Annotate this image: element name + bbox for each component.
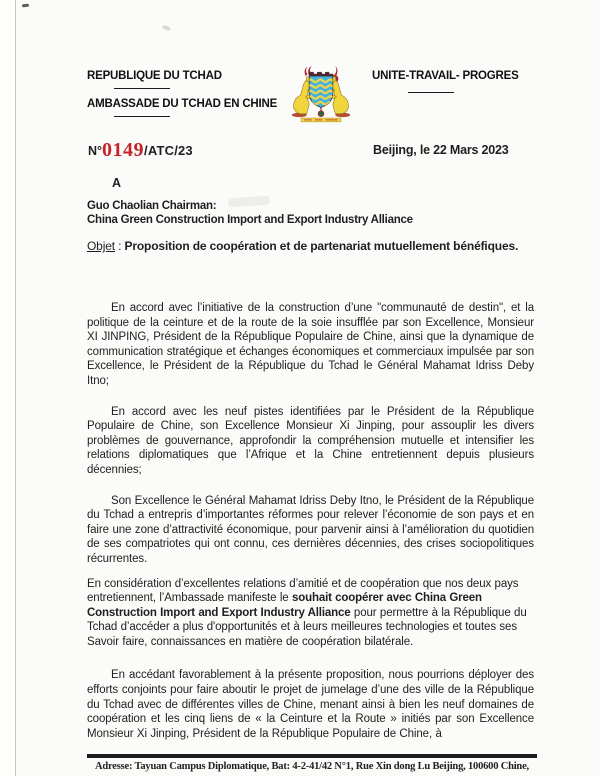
- subject-label: Objet: [87, 239, 115, 253]
- salutation: A: [112, 176, 122, 190]
- place-and-date: Beijing, le 22 Mars 2023: [373, 143, 509, 157]
- scan-edge-artifact: [0, 0, 16, 776]
- chad-coat-of-arms-icon: [283, 61, 359, 123]
- scan-speck: [162, 25, 172, 32]
- reference-suffix: /ATC/23: [144, 143, 193, 158]
- embassy-title: AMBASSADE DU TCHAD EN CHINE: [87, 98, 278, 110]
- letterhead-right: [372, 70, 532, 93]
- national-motto: UNITE-TRAVAIL- PROGRES: [372, 70, 519, 82]
- paragraph-2: En accord avec les neuf pistes identifiées par le Président de la République Populaire de Chine, son Excellence Monsieur Xi Jinping, pour assouplir les divers problèmes de gouvernance, approfondir la compréhension mutuelle et intensifier les relations diplomatiques que l’Afrique et la Chine entretiennent depuis plusieurs décennies;: [87, 405, 534, 476]
- paragraph-4-lead: En considération d’excellentes relations d’amitié et de coopération que nos deux pays entretiennent, l’Ambassade manifeste le: [87, 577, 519, 605]
- paragraph-4: [87, 577, 534, 650]
- letterhead-left: [87, 70, 278, 117]
- reference-number: [88, 139, 193, 162]
- subject-text: Proposition de coopération et de partenariat mutuellement bénéfiques.: [124, 239, 519, 253]
- divider-line: [114, 116, 170, 117]
- paragraph-3: Son Excellence le Général Mahamat Idriss Deby Itno, le Président de la République du Tchad a entrepris d’importantes réformes pour relever l’économie de son pays et en faire une zone d’attractivité économique, pour parvenir ainsi à l’amélioration du quotidien de ses compatriotes qui ont connu, ces dernières décennies, des crises sociopolitiques récurrentes.: [87, 494, 534, 565]
- divider-line: [408, 92, 454, 93]
- paragraph-4-emphasis: souhait coopérer avec China Green Construction Import and Export Industry Alliance: [87, 592, 482, 619]
- country-title: REPUBLIQUE DU TCHAD: [87, 70, 222, 82]
- subject-line: [87, 239, 534, 254]
- paragraph-5: En accédant favorablement à la présente proposition, nous pourrions déployer des efforts conjoints pour faire aboutir le projet de jumelage d’une des ville de la République du Tchad avec de différentes villes de Chine, menant ainsi à bien les neuf domaines de coopération et les cinq liens de « la Ceinture et la Route » initiés par son Excellence Monsieur Xi Jinping, Président de la République Populaire de Chine, à: [87, 669, 534, 740]
- divider-line: [114, 88, 170, 89]
- reference-digits: 0149: [102, 139, 145, 161]
- letter-body: [87, 301, 534, 741]
- subject-separator: :: [114, 239, 125, 253]
- paragraph-1: En accord avec l’initiative de la construction d’une "communauté de destin", et la politique de la ceinture et de la route de la soie insufflée par son Excellence, Monsieur XI JINPING, Président de la République Populaire de Chine, ainsi que la dynamique de communication stratégique et échanges économiques et commerciaux impulsée par son Excellence, le Président de la République du Tchad le Général Mahamat Idriss Deby Itno;: [87, 302, 534, 387]
- footer-divider: [87, 754, 537, 758]
- paragraph-4-tail: pour permettre à la République du Tchad d’accéder a plus d'opportunités et à leurs meilleures technologies et toutes ses Savoir faire, connaissances en matière de coopération bilatérale.: [87, 606, 527, 648]
- recipient-name: Guo Chaolian Chairman:: [87, 200, 217, 212]
- reference-prefix: N°: [88, 144, 103, 158]
- recipient-organization: China Green Construction Import and Export Industry Alliance: [87, 214, 413, 226]
- recipient-block: [87, 199, 413, 227]
- footer-address: Adresse: Tayuan Campus Diplomatique, Bat: 4-2-41/42 N°1, Rue Xin dong Lu Beijing, 100600 Chine,: [95, 761, 529, 772]
- scan-speck: [22, 4, 29, 8]
